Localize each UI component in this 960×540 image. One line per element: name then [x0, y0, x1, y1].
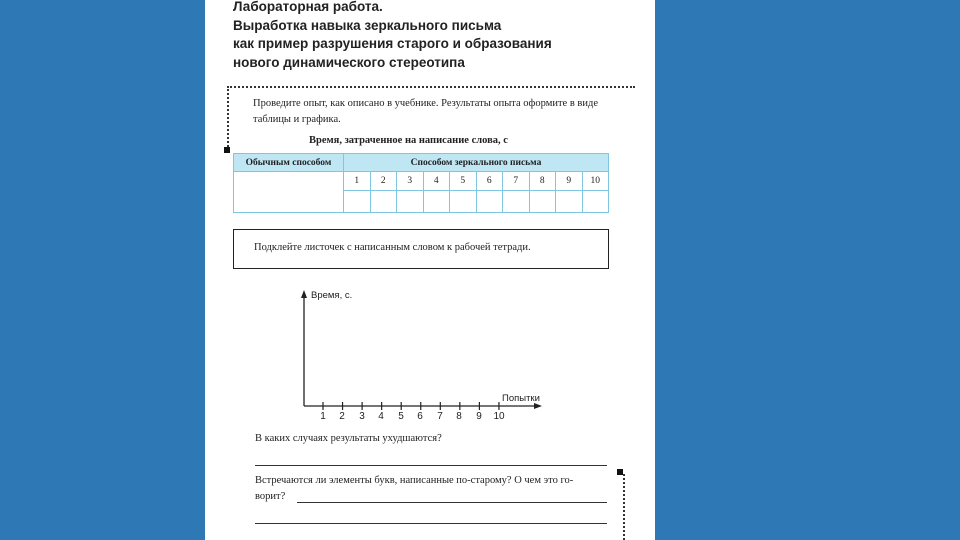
table-caption: Время, затраченное на написание слова, с	[309, 135, 508, 146]
x-axis-label: Попытки	[502, 393, 540, 404]
trial-number: 3	[397, 172, 424, 191]
x-tick-label: 3	[359, 411, 365, 422]
title-line-3: как пример разрушения старого и образования	[233, 36, 552, 51]
trial-number: 7	[503, 172, 530, 191]
x-tick-label: 2	[339, 411, 345, 422]
header-usual-method: Обычным способом	[234, 154, 344, 172]
question-2: Встречаются ли элементы букв, написанные по-старому? О чем это го-	[255, 475, 574, 486]
title-line-2: Выработка навыка зеркального письма	[233, 17, 502, 33]
question-2-cont: ворит?	[255, 491, 286, 502]
answer-line[interactable]	[255, 523, 607, 524]
x-tick-label: 5	[398, 411, 404, 422]
y-axis-arrow	[301, 290, 307, 298]
y-axis-label: Время, с.	[311, 290, 353, 301]
x-tick-label: 8	[456, 411, 462, 422]
x-tick-label: 6	[417, 411, 423, 422]
header-mirror-method: Способом зеркального письма	[344, 154, 609, 172]
x-tick-label: 10	[493, 411, 505, 422]
x-tick-label: 9	[476, 411, 482, 422]
answer-line[interactable]	[297, 502, 607, 503]
answer-line[interactable]	[255, 465, 607, 466]
trial-number: 8	[529, 172, 556, 191]
trial-number: 10	[582, 172, 609, 191]
question-1: В каких случаях результаты ухудшаются?	[255, 433, 442, 444]
trial-number: 5	[450, 172, 477, 191]
instruction-text: Проведите опыт, как описано в учебнике. Результаты опыта оформите в виде таблицы и графика.	[253, 98, 599, 125]
trial-number: 4	[423, 172, 450, 191]
workbook-page	[205, 0, 655, 540]
x-tick-label: 4	[378, 411, 384, 422]
trial-number: 1	[344, 172, 371, 191]
x-tick-label: 1	[320, 411, 326, 422]
x-tick-label: 7	[437, 411, 443, 422]
trial-number: 6	[476, 172, 503, 191]
graph-axes	[205, 0, 655, 540]
trial-number: 9	[556, 172, 583, 191]
title-line-1: Лабораторная работа.	[233, 0, 383, 14]
paste-box-text: Подклейте листочек с написанным словом к рабочей тетради.	[254, 242, 531, 253]
trial-number: 2	[370, 172, 397, 191]
title-line-4: нового динамического стереотипа	[233, 54, 465, 70]
